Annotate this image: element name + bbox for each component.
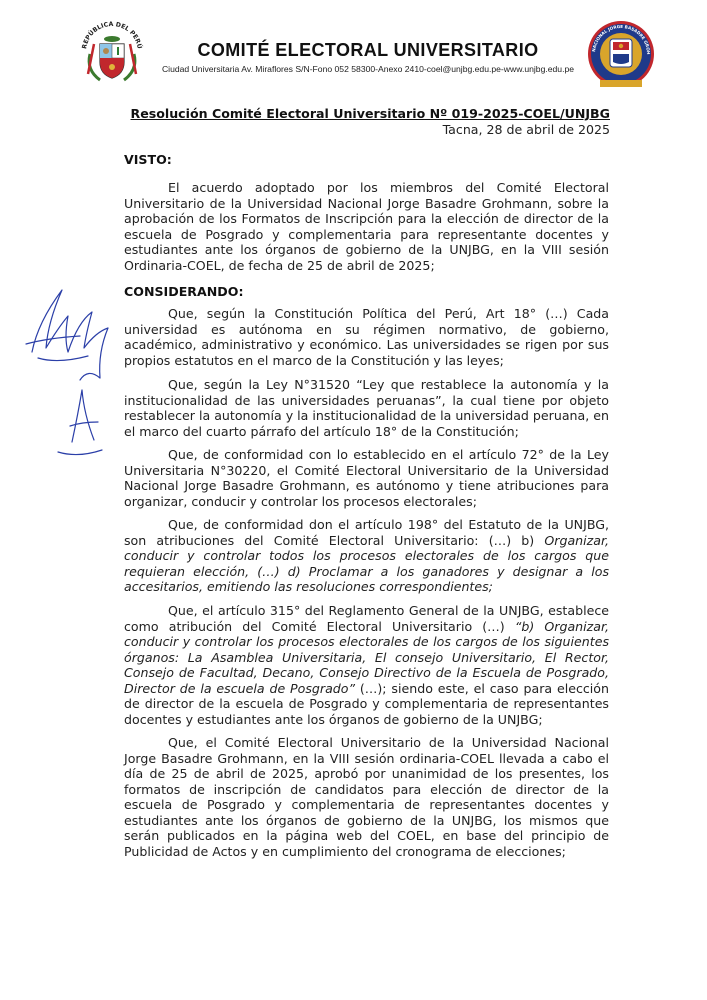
considerando-paragraph-5 bbox=[124, 603, 609, 727]
considerando-paragraph-4 bbox=[124, 517, 609, 595]
resolution-title: Resolución Comité Electoral Universitario Nº 019-2025-COEL/UNJBG bbox=[130, 106, 610, 121]
peru-coat-of-arms-seal bbox=[76, 14, 148, 88]
paragraph-5-text: Que, el artículo 315° del Reglamento General de la UNJBG, establece como atribución del Comité Electoral Universitario (…) bbox=[124, 603, 609, 634]
unjbg-university-seal bbox=[586, 18, 656, 90]
visto-heading: VISTO: bbox=[124, 152, 172, 167]
considerando-paragraph-6: Que, el Comité Electoral Universitario de la Universidad Nacional Jorge Basadre Grohmann, en la VIII sesión ordinaria-COEL llevada a cabo el día de 25 de abril de 2025, aprobó por unanimidad de los presentes, los formatos de inscripción de candidatos para elección de director de la escuela de Posgrado y complementaria de representantes docentes y estudiantes ante los órganos de gobierno de la UNJBG, los mismos que serán publicados en la página web del COEL, en base del principio de Publicidad de Actos y en cumplimiento del cronograma de elecciones; bbox=[124, 735, 609, 859]
visto-paragraph: El acuerdo adoptado por los miembros del Comité Electoral Universitario de la Universidad Nacional Jorge Basadre Grohmann, sobre la aprobación de los Formatos de Inscripción para la elección de director de la escuela de Posgrado y complementaria para representante docentes y estudiantes ante los órganos de gobierno de la UNJBG, en la VIII sesión Ordinaria-COEL, de fecha de 25 de abril de 2025; bbox=[124, 180, 609, 273]
svg-text:UNIVERSIDAD NACIONAL JORGE BAS: NACIONAL JORGE BASADRE GROH bbox=[591, 23, 652, 55]
paragraph-4-text: Que, de conformidad don el artículo 198° del Estatuto de la UNJBG, son atribuciones del Comité Electoral Universitario: (…) b) bbox=[124, 517, 609, 548]
considerando-heading: CONSIDERANDO: bbox=[124, 284, 244, 299]
svg-text:REPÚBLICA DEL PERÚ: REPÚBLICA DEL PERÚ bbox=[81, 20, 143, 50]
resolution-date: Tacna, 28 de abril de 2025 bbox=[442, 122, 610, 137]
paragraph-4-quote: Organizar, conducir y controlar todos los procesos electorales de los cargos que requieran elección, (…) d) Proclamar a los ganadores y designar a los accesitarios, emitiendo las resoluciones correspondientes; bbox=[124, 532, 609, 594]
considerando-paragraph-3: Que, de conformidad con lo establecido en el artículo 72° de la Ley Universitaria N°30220, el Comité Electoral Universitario de la Universidad Nacional Jorge Basadre Grohmann, es autónomo y tiene atribuciones para organizar, conducir y controlar los procesos electorales; bbox=[124, 447, 609, 509]
letterhead-title: COMITÉ ELECTORAL UNIVERSITARIO bbox=[197, 40, 539, 60]
considerando-paragraph-2: Que, según la Ley N°31520 “Ley que restablece la autonomía y la institucionalidad de las universidades peruanas”, la cual tiene por objeto restablecer la autonomía y la institucionalidad de la universidad peruana, en el marco del cuarto párrafo del artículo 18° de la Constitución; bbox=[124, 377, 609, 439]
paragraph-5-tail: (…); siendo este, el caso para elección de director de la escuela de Posgrado y complementaria de representantes docentes y estudiantes ante los órganos de gobierno de la UNJBG; bbox=[124, 680, 609, 727]
letterhead-address: Ciudad Universitaria Av. Miraflores S/N-Fono 052 58300-Anexo 2410-coel@unjbg.edu.pe-www.unjbg.edu.pe bbox=[161, 64, 575, 74]
considerando-paragraph-1: Que, según la Constitución Política del Perú, Art 18° (…) Cada universidad es autónoma en su régimen normativo, de gobierno, académico, administrativo y económico. Las universidades se rigen por sus propios estatutos en el marco de la Constitución y las leyes; bbox=[124, 306, 609, 368]
paragraph-5-quote: “b) Organizar, conducir y controlar los procesos electorales de los cargos de los siguientes órganos: La Asamblea Universitaria, El consejo Universitario, El Rector, Consejo de Facultad, Decano, Consejo Directivo de la Escuela de Posgrado, Director de la escuela de Posgrado” bbox=[124, 618, 609, 696]
handwritten-signature bbox=[18, 282, 118, 462]
